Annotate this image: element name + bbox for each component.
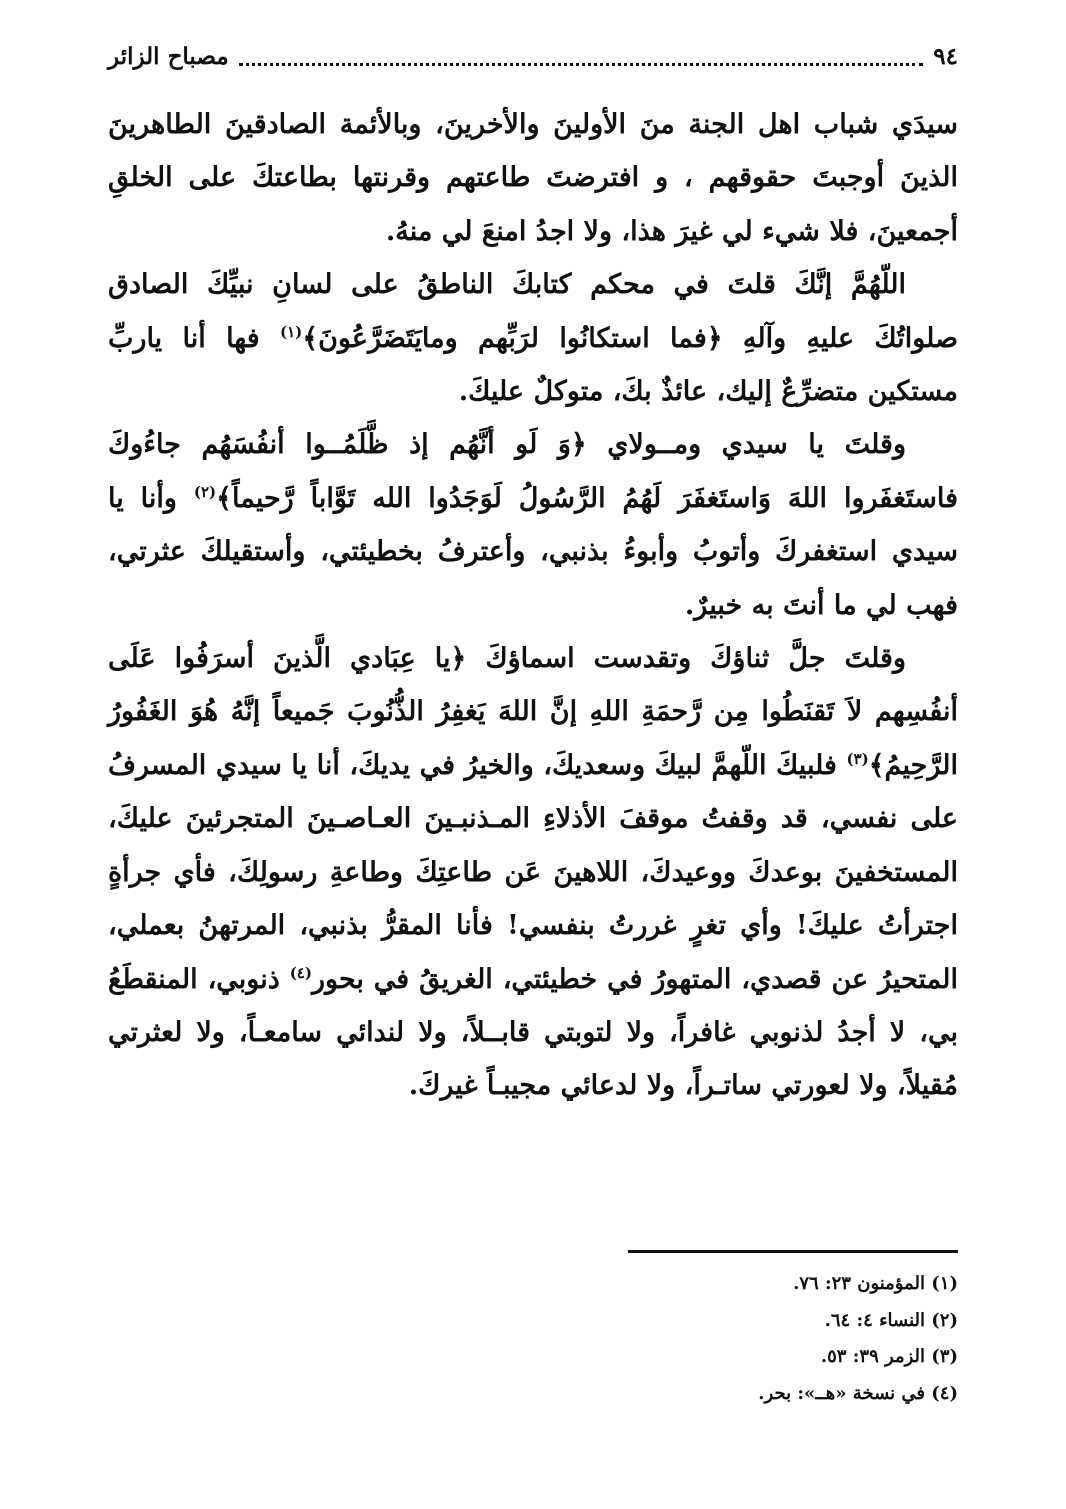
paragraph-text: وقلتَ جلَّ ثناؤكَ وتقدست اسماؤكَ ﴿يا عِبَادي الَّذينَ أسرَفُوا عَلَى أنفُسِهم لاَ تَقنَطُوا مِن رَّحمَةِ اللهِ إنَّ اللهَ يَغفِرُ الذُّنُوبَ جَميعاً إنَّهُ هُوَ الغَفُورُ الرَّحِيمُ﴾ <box>108 643 958 781</box>
paragraph-text: فها أنا ياربِّ مستكين متضرِّعٌ إليك، عائذٌ بكَ، متوكلٌ عليكَ. <box>108 322 958 408</box>
paragraph <box>108 418 958 632</box>
page-number: ٩٤ <box>933 42 958 70</box>
footnotes <box>108 1266 958 1412</box>
footnote-3: (٣) الزمر ٣٩: ٥٣. <box>820 1346 958 1367</box>
footnote-ref: (٣) <box>846 749 869 768</box>
footnote-separator <box>628 1250 958 1253</box>
paragraph <box>108 98 958 258</box>
paragraph-text: وأنا يا سيدي استغفركَ وأتوبُ وأبوءُ بذنبي، وأعترفُ بخطيئتي، وأستقيلكَ عثرتي، فهب لي ما أنتَ به خبيرٌ. <box>108 482 958 621</box>
paragraph-text: سيدَي شباب اهل الجنة منَ الأولينَ والأخرينَ، وبالأئمة الصادقينَ الطاهرينَ الذينَ أوجبتَ حقوقهم ، و افترضتَ طاعتهم وقرنتها بطاعتكَ على الخلقِ أجمعينَ، فلا شيء لي غيرَ هذا، ولا اجدُ امنعَ لي منهُ. <box>108 109 958 247</box>
paragraph <box>108 632 958 1113</box>
paragraph-text: وقلتَ يا سيدي ومــولاي ﴿وَ لَو أنَّهُم إذ ظَّلَمُــوا أنفُسَهُم جاءُوكَ فاستَغفَروا اللهَ وَاستَغفَرَ لَهُمُ الرَّسُولُ لَوَجَدُوا الله تَوَّاباً رَّحيماً﴾ <box>108 429 959 514</box>
body-text <box>108 98 958 1113</box>
paragraph <box>108 258 958 418</box>
header-dotted-leader <box>239 63 924 66</box>
paragraph-text: فلبيكَ اللّهمَّ لبيكَ وسعديكَ، والخيرُ في يديكَ، أنا يا سيدي المسرفُ على نفسي، قد وقفتُ موقفَ الأذلاءِ المـذنبـينَ العـاصـينَ المتجرئينَ عليكَ، المستخفينَ بوعدكَ ووعيدكَ، اللاهينَ عَن طاعتِكَ وطاعةِ رسولِكَ، فأي جرأةٍ اجترأتُ عليكَ! وأي تغرٍ غررتُ بنفسي! فأنا المقرُّ بذنبي، المرتهنُ بعملي، المتحيرُ عن قصدي، المتهورُ في خطيئتي، الغريقُ في بحور <box>108 749 958 995</box>
footnote-ref: (٢) <box>193 482 217 501</box>
paragraph-text: اللّهُمَّ إنَّكَ قلتَ في محكم كتابكَ الناطقُ على لسانِ نبيِّكَ الصادق صلواتُكَ عليهِ وآلهِ ﴿فما استكانُوا لرَبِّهم ومايَتَضَرَّعُونَ﴾ <box>108 269 959 354</box>
footnote-ref: (١) <box>279 322 303 341</box>
book-title: مصباح الزائر <box>108 42 229 70</box>
footnote-2: (٢) النساء ٤: ٦٤. <box>824 1309 958 1331</box>
footnote-1: (١) المؤمنون ٢٣: ٧٦. <box>793 1273 958 1294</box>
footnote-ref: (٤) <box>289 963 312 982</box>
paragraph-text: ذنوبي، المنقطَعُ بي، لا أجدُ لذنوبي غافراً، ولا لتوبتي قابــلاً، ولا لندائي سامعـاً، ولا لعثرتي مُقيلاً، ولا لعورتي ساتـراً، ولا لدعائي مجيبـاً غيركَ. <box>108 963 958 1102</box>
footnote-4: (٤) في نسخة «هــ»: بحر. <box>758 1382 958 1404</box>
page-header <box>108 36 958 76</box>
